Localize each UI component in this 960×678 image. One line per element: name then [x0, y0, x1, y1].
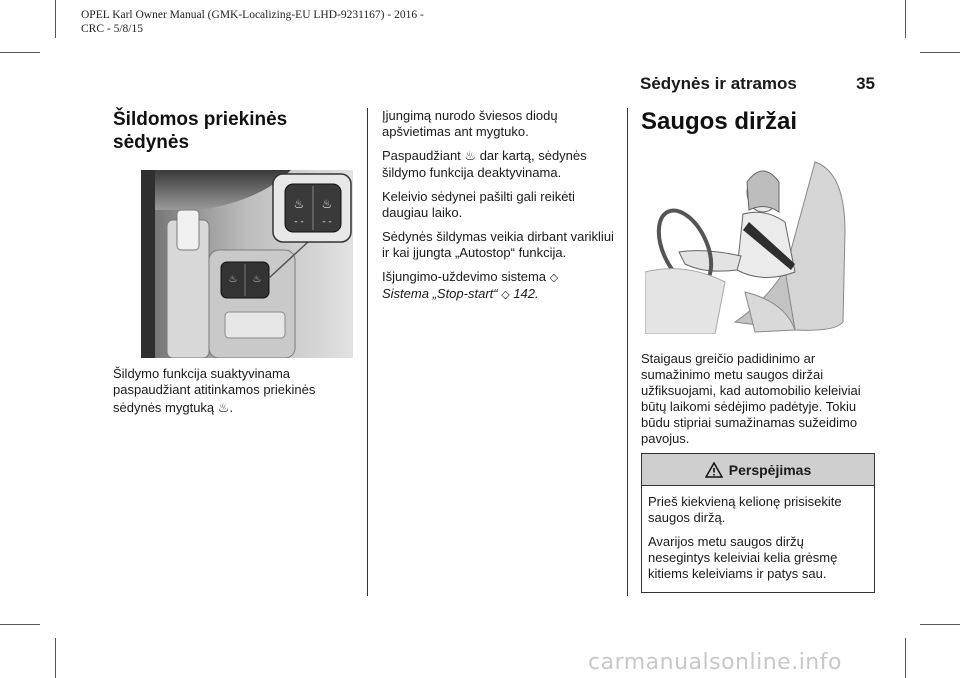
warning-header [642, 454, 874, 486]
crop-mark [55, 638, 56, 678]
paragraph-deactivate [382, 148, 622, 181]
paragraph-autostop: Sėdynės šildymas veikia dirbant varikliui ir kai įjungta „Autostop“ funkcija. [382, 229, 614, 260]
svg-text:♨: ♨ [293, 197, 305, 211]
page-ref-icon: ◇ [501, 288, 510, 301]
document-meta [81, 8, 424, 36]
heated-seat-figure [141, 170, 353, 358]
svg-text:♨: ♨ [321, 197, 333, 211]
seat-heat-icon: ♨ [464, 149, 477, 164]
caption-line-3-text: sėdynės mygtuką [113, 400, 215, 415]
meta-line-2: CRC - 5/8/15 [81, 23, 143, 35]
svg-text:♨: ♨ [228, 274, 238, 285]
watermark: carmanualsonline.info [588, 650, 842, 675]
console-illustration [141, 170, 353, 358]
crop-mark [0, 52, 40, 53]
crop-mark [905, 0, 906, 38]
caption-line-3: sėdynės mygtuką ♨. [113, 400, 234, 416]
column-3 [641, 108, 877, 136]
caption-line-2: paspaudžiant atitinkamos priekinės [113, 382, 316, 397]
meta-line-1: OPEL Karl Owner Manual (GMK-Localizing-EU LHD-9231167) - 2016 - [81, 9, 424, 21]
svg-text:♨: ♨ [252, 274, 262, 285]
crop-mark [55, 0, 56, 38]
deactivate-text-b: dar kartą, sėdynės šildymo funkcija deaktyvinama. [382, 148, 587, 180]
driver-illustration [645, 152, 860, 334]
crop-mark [920, 52, 960, 53]
warning-paragraph-2: Avarijos metu saugos diržų nesegintys keleiviai kelia grėsmę kitiems keleiviams ir patys sau. [648, 534, 838, 581]
reference-link[interactable]: Sistema „Stop-start“ [382, 286, 498, 301]
warning-paragraph-1: Prieš kiekvieną kelionę prisisekite saugos diržą. [648, 494, 842, 525]
running-head [640, 74, 875, 94]
column-3-body [641, 351, 877, 455]
paragraph-led: Įjungimą nurodo šviesos diodų apšvietimas ant mygtuko. [382, 108, 558, 139]
warning-triangle-icon [705, 462, 723, 478]
warning-box [641, 453, 875, 593]
column-2 [382, 108, 622, 311]
svg-text:- -: - - [294, 217, 304, 227]
page-number: 35 [856, 74, 875, 93]
warning-body [642, 486, 874, 582]
section-title: Sėdynės ir atramos [640, 74, 797, 93]
crop-mark [920, 624, 960, 625]
crop-mark [905, 638, 906, 678]
section-heading-seat-belts: Saugos diržai [641, 108, 798, 135]
seat-heat-icon: ♨ [217, 401, 230, 416]
seatbelt-figure [645, 152, 860, 334]
paragraph-seatbelt-info: Staigaus greičio padidinimo ar sumažinimo metu saugos diržai užfiksuojami, kad automobilio keleiviai būtų laikomi sėdėjimo padėtyje. Tokiu būdu stipriai sumažinamas sužeidimo pavojus. [641, 351, 861, 446]
reference-text: Išjungimo-uždevimo sistema [382, 269, 547, 284]
paragraph-passenger: Keleivio sėdynei pašilti gali reikėti daugiau laiko. [382, 189, 575, 220]
page-ref-icon: ◇ [549, 271, 559, 284]
svg-text:- -: - - [322, 217, 332, 227]
warning-title: Perspėjimas [728, 461, 812, 478]
caption-line-1: Šildymo funkcija suaktyvinama [113, 366, 291, 381]
deactivate-text-a: Paspaudžiant [382, 148, 461, 163]
paragraph-reference [382, 269, 622, 303]
crop-mark [0, 624, 40, 625]
column-divider [627, 108, 628, 596]
column-1-caption [113, 366, 358, 425]
column-divider [367, 108, 368, 596]
column-1 [113, 108, 353, 154]
section-heading-heated-seats: Šildomos priekinės sėdynės [113, 109, 288, 153]
reference-page[interactable]: 142. [513, 286, 539, 301]
